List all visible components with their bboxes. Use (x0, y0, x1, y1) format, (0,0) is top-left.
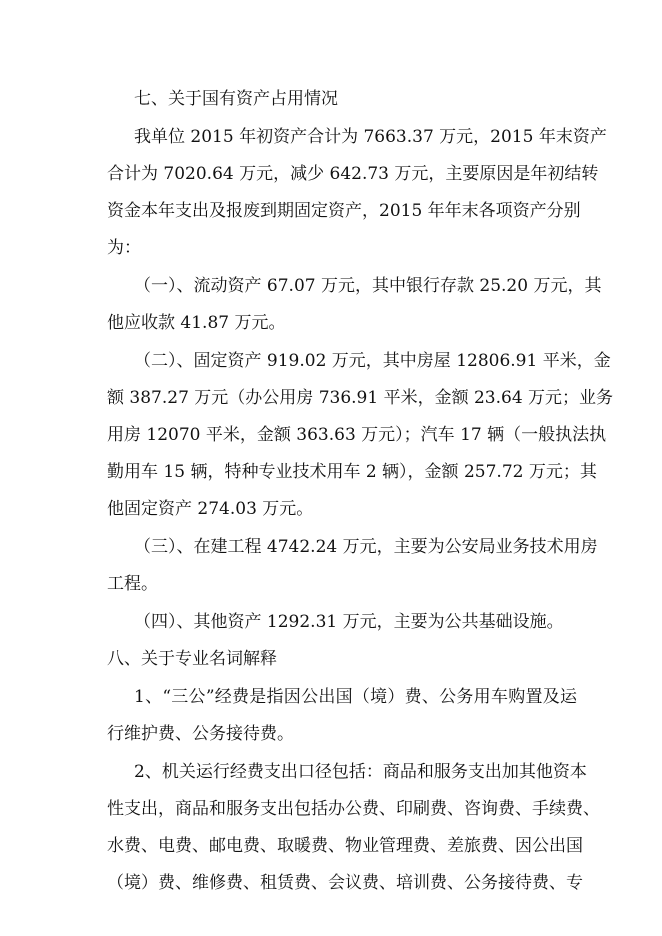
paragraph-line: （三）、在建工程 4742.24 万元，主要为公安局业务技术用房 (134, 537, 598, 557)
section-heading-8: 八、关于专业名词解释 (107, 649, 277, 669)
paragraph-line: 行维护费、公务接待费。 (107, 724, 294, 744)
paragraph-line: 额 387.27 万元（办公用房 736.91 平米，金额 23.64 万元；业务 (107, 388, 614, 408)
paragraph-line: 勤用车 15 辆，特种专业技术用车 2 辆），金额 257.72 万元；其 (107, 462, 597, 482)
paragraph-line: 资金本年支出及报废到期固定资产，2015 年年末各项资产分别 (107, 201, 581, 221)
paragraph-line: （一）、流动资产 67.07 万元，其中银行存款 25.20 万元，其 (134, 276, 602, 296)
paragraph-line: 他固定资产 274.03 万元。 (107, 499, 314, 519)
paragraph-line: （二）、固定资产 919.02 万元，其中房屋 12806.91 平米，金 (134, 351, 611, 371)
paragraph-line: 他应收款 41.87 万元。 (107, 313, 286, 333)
paragraph-line: 为： (107, 238, 141, 258)
paragraph-line: 1、“三公”经费是指因公出国（境）费、公务用车购置及运 (134, 687, 577, 707)
paragraph-line: 性支出，商品和服务支出包括办公费、印刷费、咨询费、手续费、 (107, 799, 600, 819)
paragraph-line: 合计为 7020.64 万元，减少 642.73 万元，主要原因是年初结转 (107, 164, 599, 184)
paragraph-line: 水费、电费、邮电费、取暖费、物业管理费、差旅费、因公出国 (107, 836, 583, 856)
paragraph-line: 2、机关运行经费支出口径包括：商品和服务支出加其他资本 (134, 762, 587, 782)
paragraph-line: （四）、其他资产 1292.31 万元，主要为公共基础设施。 (134, 612, 564, 632)
paragraph-line: 用房 12070 平米，金额 363.63 万元）；汽车 17 辆（一般执法执 (107, 425, 607, 445)
section-heading-7: 七、关于国有资产占用情况 (134, 89, 338, 109)
paragraph-line: （境）费、维修费、租赁费、会议费、培训费、公务接待费、专 (107, 873, 583, 893)
paragraph-line: 工程。 (107, 574, 158, 594)
paragraph-line: 我单位 2015 年初资产合计为 7663.37 万元，2015 年末资产 (134, 127, 607, 147)
